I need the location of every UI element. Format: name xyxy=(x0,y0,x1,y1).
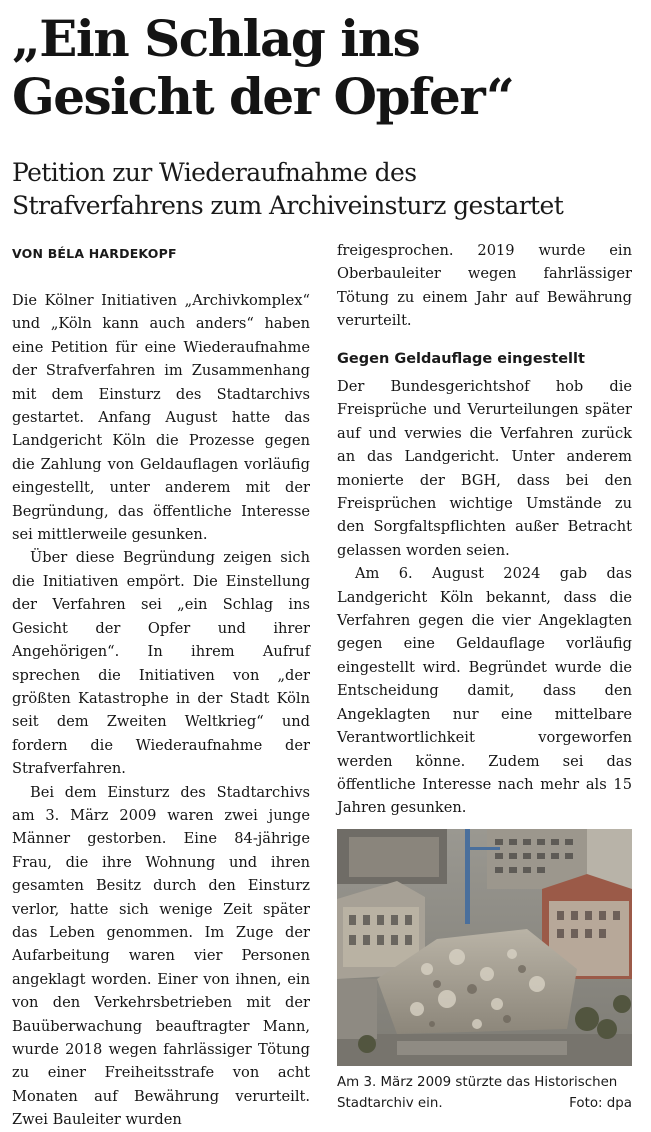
subheadline-line-1: Petition zur Wiederaufnahme des xyxy=(12,158,417,187)
left-column xyxy=(12,289,310,1132)
right-column-continuation xyxy=(337,239,632,333)
crosshead: Gegen Geldauflage eingestellt xyxy=(337,351,585,367)
paragraph: Bei dem Einsturz des Stadtarchivs am 3. März 2009 waren zwei junge Männer gestorben. Eine 84-jährige Frau, die ihre Wohnung und ihren gesamten Besitz durch den Einsturz verlor, hatte sich wenige Zeit später das Leben genommen. Im Zuge der Aufarbeitung waren vier Personen angeklagt worden. Einer von ihnen, ein von den Verkehrsbetrieben mit der Bauüberwachung beauftragter Mann, wurde 2018 wegen fahrlässiger Tötung zu einer Freiheitsstrafe von acht Monaten auf Bewährung verurteilt. Zwei Bauleiter wurden xyxy=(12,783,310,1129)
headline xyxy=(12,10,642,126)
right-column xyxy=(337,375,632,820)
photo-caption xyxy=(337,1072,632,1114)
paragraph: freigesprochen. 2019 wurde ein Oberbauleiter wegen fahrlässiger Tötung zu einem Jahr auf Bewährung verurteilt. xyxy=(337,242,632,330)
paragraph: Der Bundesgerichtshof hob die Freisprüche und Verurteilungen später auf und verwies die Verfahren zurück an das Landgericht. Unter anderem monierte der BGH, dass bei den Freisprüchen wichtige Umstände zu den Sorgfaltspflichten außer Betracht gelassen worden seien. xyxy=(337,378,632,559)
paragraph: Die Kölner Initiativen „Archivkomplex“ und „Köln kann auch anders“ haben eine Petition für eine Wiederaufnahme der Strafverfahren im Zusammenhang mit dem Einsturz des Stadtarchivs gestartet. Anfang August hatte das Landgericht Köln die Prozesse gegen die Zahlung von Geldauflagen vorläufig eingestellt, unter anderem mit der Begründung, das öffentliche Interesse sei mittlerweile gesunken. xyxy=(12,292,310,544)
paragraph: Am 6. August 2024 gab das Landgericht Köln bekannt, dass die Verfahren gegen die vier Angeklagten gegen eine Geldauflage vorläufig eingestellt wird. Begründet wurde die Entscheidung damit, dass den Angeklagten nur eine mittelbare Verantwortlichkeit vorgeworfen werden könne. Zudem sei das öffentliche Interesse nach mehr als 15 Jahren gesunken. xyxy=(337,565,632,817)
subheadline xyxy=(12,156,644,222)
subheadline-line-2: Strafverfahrens zum Archiveinsturz gestartet xyxy=(12,191,564,220)
caption-text: Am 3. März 2009 stürzte das Historischen Stadtarchiv ein. xyxy=(337,1075,618,1111)
photo-credit: Foto: dpa xyxy=(569,1096,632,1111)
byline: VON BÉLA HARDEKOPF xyxy=(12,246,177,261)
headline-line-1: „Ein Schlag ins xyxy=(12,9,420,68)
paragraph: Über diese Begründung zeigen sich die Initiativen empört. Die Einstellung der Verfahren sei „ein Schlag ins Gesicht der Opfer und ihrer Angehörigen“. In ihrem Aufruf sprechen die Initiativen von „der größten Katastrophe in der Stadt Köln seit dem Zweiten Weltkrieg“ und fordern die Wiederaufnahme der Strafverfahren. xyxy=(12,549,310,778)
photo-collapsed-archive xyxy=(337,829,632,1066)
headline-line-2: Gesicht der Opfer“ xyxy=(12,67,514,126)
